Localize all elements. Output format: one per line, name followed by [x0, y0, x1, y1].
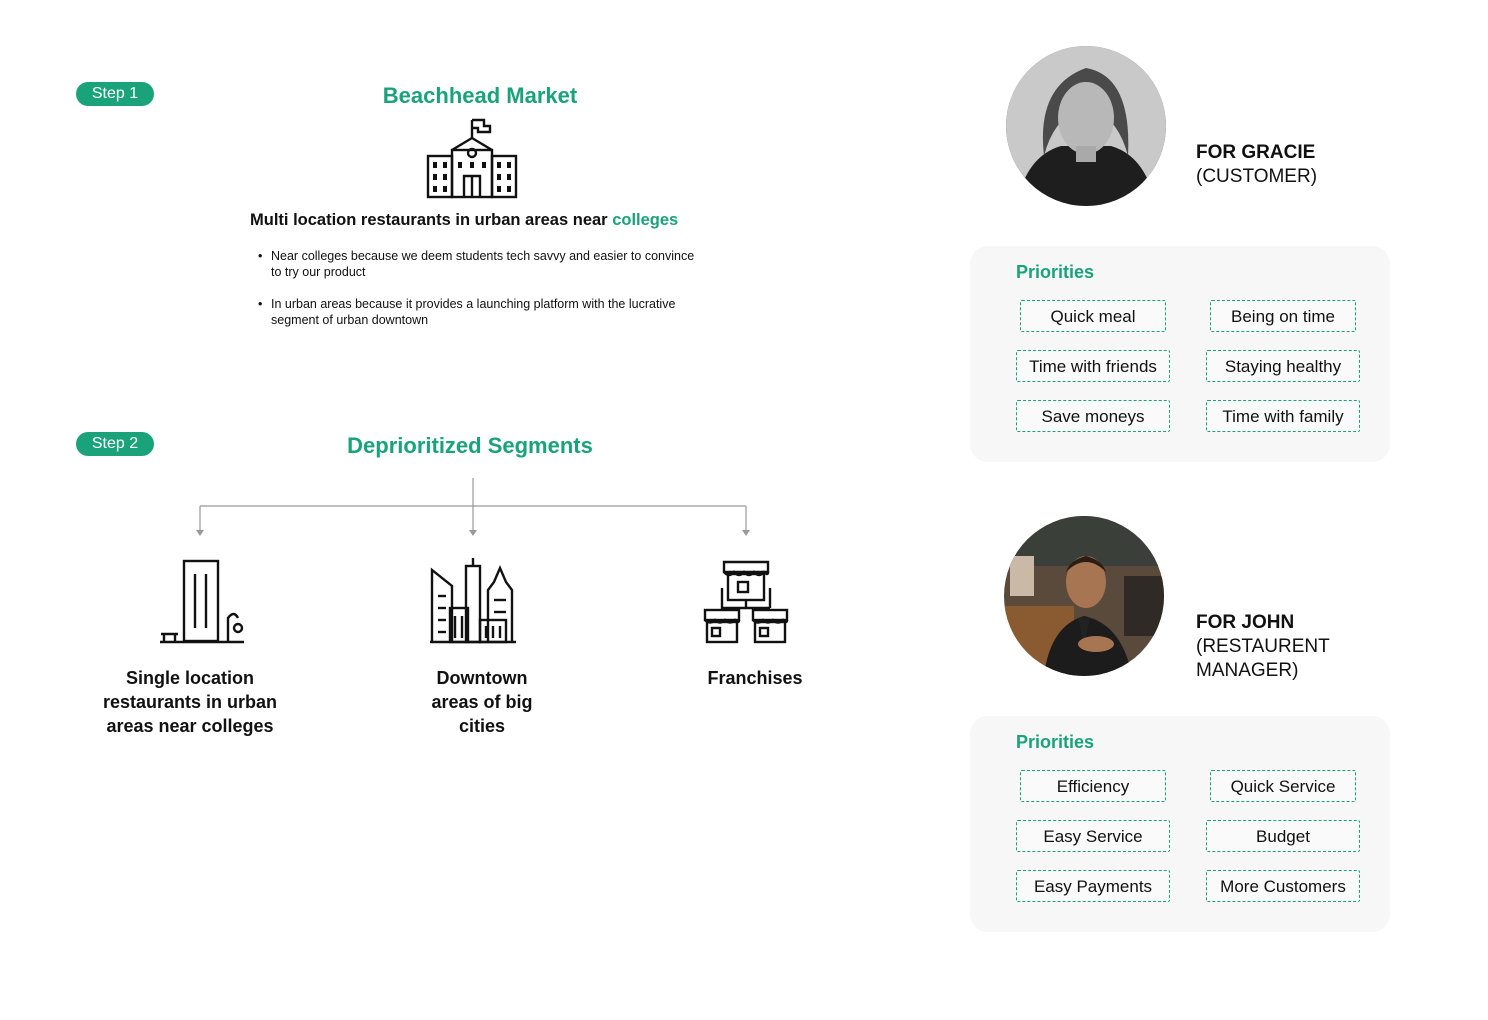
bullet-text: In urban areas because it provides a launching platform with the lucrative segment of urban downtown — [271, 297, 676, 327]
persona-name: FOR GRACIE — [1196, 142, 1316, 163]
beachhead-headline — [250, 211, 678, 230]
priorities-title: Priorities — [1016, 262, 1095, 282]
gracie-priorities-card — [970, 246, 1390, 462]
priority-chip: Easy Service — [1016, 820, 1170, 852]
headline-text: Multi location restaurants in urban areas near — [250, 211, 613, 229]
single-building-icon — [158, 558, 248, 646]
step-2-badge: Step 2 — [76, 432, 154, 456]
priority-chip: Quick Service — [1210, 770, 1356, 802]
bullet-icon: • — [258, 297, 263, 311]
franchise-stores-icon — [702, 558, 790, 646]
list-item — [258, 248, 698, 280]
priority-chip: Budget — [1206, 820, 1360, 852]
list-item — [258, 296, 698, 328]
gracie-persona-label — [1196, 141, 1317, 189]
gracie-portrait — [1006, 46, 1166, 206]
priority-chip: Time with friends — [1016, 350, 1170, 382]
persona-role: (CUSTOMER) — [1196, 166, 1318, 187]
bullet-icon: • — [258, 249, 263, 263]
priority-chip: Staying healthy — [1206, 350, 1360, 382]
school-building-icon — [424, 116, 520, 200]
segments-connector — [190, 476, 760, 540]
priority-chip: Quick meal — [1020, 300, 1166, 332]
john-priorities-card — [970, 716, 1390, 932]
john-persona-label — [1196, 611, 1330, 683]
priority-chip: Easy Payments — [1016, 870, 1170, 902]
priority-chip: Efficiency — [1020, 770, 1166, 802]
gracie-avatar — [1006, 46, 1166, 206]
priority-chip: Save moneys — [1016, 400, 1170, 432]
city-skyline-icon — [428, 556, 518, 646]
step-1-badge: Step 1 — [76, 82, 154, 106]
segment-label-single-location: Single location restaurants in urban areas near colleges — [102, 668, 278, 736]
persona-role: (RESTAURENT MANAGER) — [1196, 636, 1330, 681]
beachhead-market-title: Beachhead Market — [382, 83, 578, 108]
john-portrait — [1004, 516, 1164, 676]
deprioritized-segments-title: Deprioritized Segments — [347, 433, 593, 458]
persona-name: FOR JOHN — [1196, 612, 1295, 633]
priority-chip: Being on time — [1210, 300, 1356, 332]
headline-highlight: colleges — [612, 211, 679, 229]
segment-label-franchises: Franchises — [707, 668, 803, 688]
priorities-title: Priorities — [1016, 732, 1095, 752]
priority-chip: More Customers — [1206, 870, 1360, 902]
segment-label-downtown: Downtown areas of big cities — [431, 668, 533, 736]
john-avatar — [1004, 516, 1164, 676]
priority-chip: Time with family — [1206, 400, 1360, 432]
bullet-text: Near colleges because we deem students tech savvy and easier to convince to try our product — [271, 249, 695, 279]
